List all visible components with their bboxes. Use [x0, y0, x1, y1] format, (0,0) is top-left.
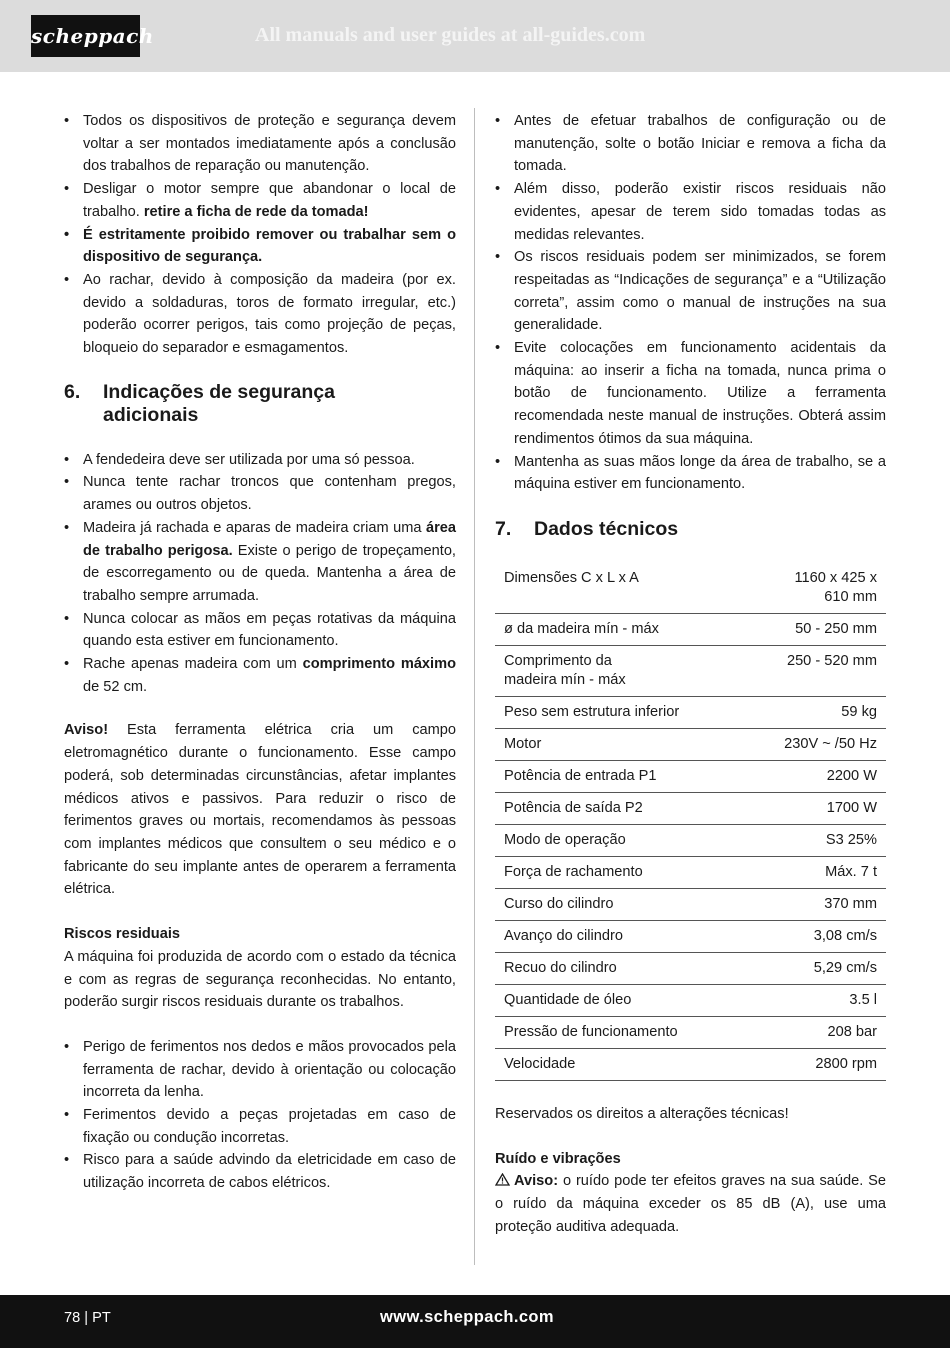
table-row: [495, 1048, 886, 1080]
table-row: [495, 856, 886, 888]
spec-value: 3,08 cm/s: [713, 920, 886, 952]
rights-note: Reservados os direitos a alterações técnicas!: [495, 1105, 789, 1122]
spec-value: 2800 rpm: [713, 1048, 886, 1080]
table-row: [495, 888, 886, 920]
list-item: • Os riscos residuais podem ser minimizados, se forem respeitadas as “Indicações de segurança” e a “Utilização correta”, assim como o manual de instruções na sua generalidade.: [495, 246, 886, 337]
table-row: [495, 728, 886, 760]
spec-label: Curso do cilindro: [495, 888, 713, 920]
list-item: • Evite colocações em funcionamento acidentais da máquina: ao inserir a ficha na tomada, nunca prima o botão de funcionamento. Utilize a ferramenta recomendada neste manual de instruções. Obterá assim rendimentos ótimos da sua máquina.: [495, 337, 886, 451]
spec-value: 3.5 l: [713, 984, 886, 1016]
spec-value: 1160 x 425 x 610 mm: [713, 561, 886, 614]
table-row: [495, 760, 886, 792]
spec-label: ø da madeira mín - máx: [495, 613, 713, 645]
list-item: • É estritamente proibido remover ou trabalhar sem o dispositivo de segurança.: [64, 224, 456, 269]
list-item: • Nunca colocar as mãos em peças rotativas da máquina quando esta estiver em funcionamento.: [64, 608, 456, 653]
spec-value: 50 - 250 mm: [713, 613, 886, 645]
technical-data-table: [495, 561, 886, 1081]
watermark-text: All manuals and user guides at all-guides.com: [255, 24, 646, 46]
table-row: [495, 696, 886, 728]
list-item: • A fendedeira deve ser utilizada por uma só pessoa.: [64, 449, 456, 472]
table-row: [495, 561, 886, 614]
spec-value: 5,29 cm/s: [713, 952, 886, 984]
spec-value: 208 bar: [713, 1016, 886, 1048]
column-divider: [474, 108, 475, 1265]
spec-label: Quantidade de óleo: [495, 984, 713, 1016]
table-row: [495, 952, 886, 984]
list-item: • Ao rachar, devido à composição da madeira (por ex. devido a soldaduras, toros de formato irregular, etc.) poderão ocorrer perigos, tais como projeção de peças, bloqueio do separador e esmagamentos.: [64, 269, 456, 360]
table-row: [495, 824, 886, 856]
spec-value: 1700 W: [713, 792, 886, 824]
spec-label: Avanço do cilindro: [495, 920, 713, 952]
list-item: • Ferimentos devido a peças projetadas em caso de fixação ou condução incorretas.: [64, 1104, 456, 1149]
table-row: [495, 613, 886, 645]
list-item: • Madeira já rachada e aparas de madeira criam uma área de trabalho perigosa. Existe o perigo de tropeçamento, de escorregamento ou de queda. Mantenha a área de trabalho sempre arrumada.: [64, 517, 456, 608]
list-item: • Risco para a saúde advindo da eletricidade em caso de utilização incorreta de cabos elétricos.: [64, 1149, 456, 1194]
spec-label: Comprimento da madeira mín - máx: [495, 645, 713, 696]
right-column: [495, 110, 886, 1238]
list-item: • Mantenha as suas mãos longe da área de trabalho, se a máquina estiver em funcionamento.: [495, 451, 886, 496]
spec-label: Força de rachamento: [495, 856, 713, 888]
spec-label: Dimensões C x L x A: [495, 561, 713, 614]
section-6-heading: 6. Indicações de segurança adicionais: [64, 380, 335, 426]
table-row: [495, 792, 886, 824]
footer-bar: [0, 1295, 950, 1348]
top-header-bar: [0, 0, 950, 72]
residual-risks-continued-list: [495, 110, 886, 496]
aviso-paragraph: Aviso! Esta ferramenta elétrica cria um campo eletromagnético durante o funcionamento. Esse campo poderá, sob determinadas circunstâncias, afetar implantes médicos ativos e passivos. Para reduzir o risco de ferimentos graves ou mortais, recomendamos às pessoas com implantes médicos que consultem o seu médico e o fabricante do seu implante antes de operarem a ferramenta elétrica.: [64, 722, 456, 898]
spec-value: 2200 W: [713, 760, 886, 792]
residual-risks-list: [64, 1036, 456, 1195]
spec-label: Peso sem estrutura inferior: [495, 696, 713, 728]
warning-icon: [495, 1173, 510, 1186]
scheppach-logo: scheppach: [31, 15, 140, 57]
spec-label: Modo de operação: [495, 824, 713, 856]
spec-label: Recuo do cilindro: [495, 952, 713, 984]
table-row: [495, 645, 886, 696]
safety-bullet-list: [64, 110, 456, 360]
spec-value: S3 25%: [713, 824, 886, 856]
table-row: [495, 984, 886, 1016]
list-item: • Desligar o motor sempre que abandonar o local de trabalho. retire a ficha de rede da tomada!: [64, 178, 456, 223]
list-item: • Nunca tente rachar troncos que contenham pregos, arames ou outros objetos.: [64, 471, 456, 516]
left-column: [64, 110, 456, 1195]
spec-value: 59 kg: [713, 696, 886, 728]
additional-safety-list: [64, 449, 456, 699]
residual-risks-heading: Riscos residuais: [64, 926, 180, 943]
spec-value: Máx. 7 t: [713, 856, 886, 888]
spec-value: 370 mm: [713, 888, 886, 920]
residual-risks-paragraph: A máquina foi produzida de acordo com o estado da técnica e com as regras de segurança reconhecidas. No entanto, poderão surgir riscos residuais durante os trabalhos.: [64, 948, 456, 1011]
table-row: [495, 1016, 886, 1048]
noise-paragraph: Aviso: o ruído pode ter efeitos graves na sua saúde. Se o ruído da máquina exceder os 85 dB (A), use uma proteção auditiva adequada.: [495, 1173, 886, 1235]
noise-heading: Ruído e vibrações: [495, 1150, 621, 1167]
list-item: • Perigo de ferimentos nos dedos e mãos provocados pela ferramenta de rachar, devido à orientação ou colocação incorreta da lenha.: [64, 1036, 456, 1104]
website-url: www.scheppach.com: [380, 1308, 554, 1326]
spec-label: Potência de entrada P1: [495, 760, 713, 792]
table-row: [495, 920, 886, 952]
spec-label: Velocidade: [495, 1048, 713, 1080]
list-item: • Além disso, poderão existir riscos residuais não evidentes, apesar de terem sido tomadas todas as medidas relevantes.: [495, 178, 886, 246]
spec-label: Potência de saída P2: [495, 792, 713, 824]
spec-value: 250 - 520 mm: [713, 645, 886, 696]
page-number: 78 | PT: [64, 1310, 111, 1326]
list-item: • Rache apenas madeira com um comprimento máximo de 52 cm.: [64, 653, 456, 698]
list-item: • Todos os dispositivos de proteção e segurança devem voltar a ser montados imediatamente após a conclusão dos trabalhos de reparação ou manutenção.: [64, 110, 456, 178]
spec-label: Motor: [495, 728, 713, 760]
section-7-heading: 7. Dados técnicos: [495, 517, 679, 540]
spec-value: 230V ~ /50 Hz: [713, 728, 886, 760]
spec-label: Pressão de funcionamento: [495, 1016, 713, 1048]
list-item: • Antes de efetuar trabalhos de configuração ou de manutenção, solte o botão Iniciar e remova a ficha da tomada.: [495, 110, 886, 178]
